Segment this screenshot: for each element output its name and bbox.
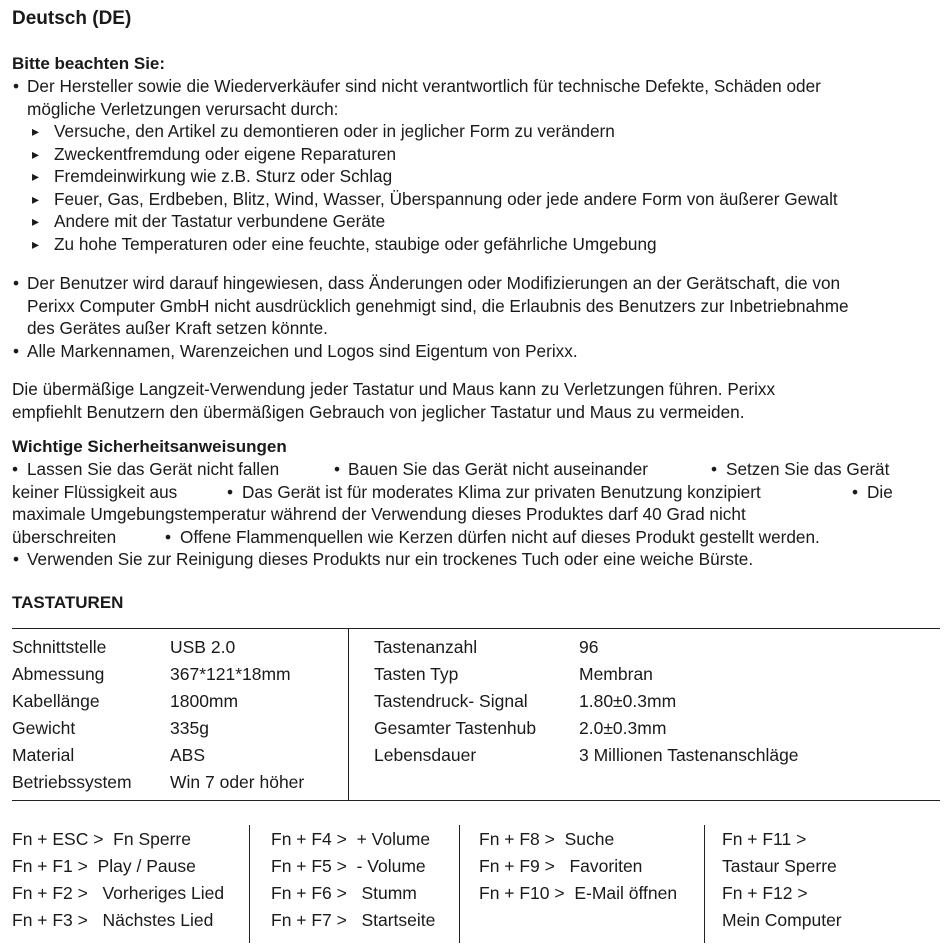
spec-value: ABS — [170, 745, 206, 765]
fn-shortcut: Fn + F12 > — [722, 883, 808, 903]
fn-shortcut: Fn + F11 > — [722, 829, 807, 849]
usage-warning — [12, 378, 940, 423]
spec-key: Tasten Typ — [374, 664, 459, 684]
usage-warning-line2: empfiehlt Benutzern den übermäßigen Gebrauch von jeglicher Tastatur und Maus zu vermeiden. — [12, 401, 745, 422]
fn-shortcut: Fn + F6 > Stumm — [271, 883, 417, 903]
notice-heading: Bitte beachten Sie: — [12, 54, 166, 73]
notice-intro — [12, 75, 940, 120]
safety-item: Bauen Sie das Gerät nicht auseinander — [348, 459, 649, 479]
safety-item: Lassen Sie das Gerät nicht fallen — [27, 459, 280, 479]
spec-value: 96 — [579, 637, 599, 657]
spec-value: 2.0±0.3mm — [579, 718, 667, 738]
user-notice-line3: des Gerätes außer Kraft setzen könnte. — [27, 318, 328, 338]
cause-item: ▸ Feuer, Gas, Erdbeben, Blitz, Wind, Wasser, Überspannung oder jede andere Form von äußerer Gewalt — [12, 188, 940, 211]
notice-section — [12, 53, 940, 255]
spec-value: 1800mm — [170, 691, 239, 711]
fn-shortcut: Fn + F10 > E-Mail öffnen — [479, 883, 678, 903]
spec-value: Membran — [579, 664, 653, 684]
trademark-notice: • Alle Markennamen, Warenzeichen und Logos sind Eigentum von Perixx. — [12, 340, 940, 363]
safety-item: überschreiten — [12, 526, 117, 547]
spec-key: Tastenanzahl — [374, 637, 478, 657]
language-title: Deutsch (DE) — [12, 8, 132, 29]
spec-value: 335g — [170, 718, 209, 738]
cause-item: ▸ Zu hohe Temperaturen oder eine feuchte, staubige oder gefährliche Umgebung — [12, 233, 940, 256]
fn-shortcut: Fn + F2 > Vorheriges Lied — [12, 883, 225, 903]
fn-shortcut: Tastaur Sperre — [722, 856, 837, 876]
fn-shortcut: Fn + F5 > - Volume — [271, 856, 426, 876]
spec-value: USB 2.0 — [170, 637, 236, 657]
spec-key: Tastendruck- Signal — [374, 691, 528, 711]
safety-item: Das Gerät ist für moderates Klima zur privaten Benutzung konzipiert — [242, 481, 761, 502]
safety-item: Offene Flammenquellen wie Kerzen dürfen nicht auf dieses Produkt gestellt werden. — [180, 526, 820, 547]
fn-shortcut: Fn + F7 > Startseite — [271, 910, 436, 930]
fn-shortcut: Fn + F9 > Favoriten — [479, 856, 643, 876]
safety-line: • Verwenden Sie zur Reinigung dieses Produkts nur ein trockenes Tuch oder eine weiche Bürste. — [12, 548, 940, 571]
safety-item: Setzen Sie das Gerät — [726, 459, 890, 479]
cause-item: ▸ Andere mit der Tastatur verbundene Geräte — [12, 210, 940, 233]
bullet: • — [852, 481, 859, 502]
usage-warning-line1: Die übermäßige Langzeit-Verwendung jeder Tastatur und Maus kann zu Verletzungen führen. Perixx — [12, 379, 776, 399]
fn-shortcut: Fn + F8 > Suche — [479, 829, 615, 849]
safety-item: keiner Flüssigkeit aus — [12, 481, 178, 502]
bullet: • — [711, 459, 718, 479]
safety-line — [12, 526, 940, 549]
spec-key: Betriebssystem — [12, 772, 132, 792]
notice-intro-line1: • Der Hersteller sowie die Wiederverkäufer sind nicht verantwortlich für technische Defekte, Schäden oder — [27, 76, 821, 96]
cause-item: ▸ Zweckentfremdung oder eigene Reparaturen — [12, 143, 940, 166]
bullet: • — [334, 459, 341, 479]
user-notice-line2: Perixx Computer GmbH nicht ausdrücklich genehmigt sind, die Erlaubnis des Benutzers zur Inbetriebnahme — [27, 295, 849, 316]
fn-shortcut: Fn + F4 > + Volume — [271, 829, 431, 849]
bullet: • — [12, 459, 19, 479]
spec-value: 1.80±0.3mm — [579, 691, 677, 711]
spec-key: Abmessung — [12, 664, 105, 684]
fn-shortcut: Mein Computer — [722, 910, 842, 930]
safety-section — [12, 436, 940, 571]
keyboards-heading: TASTATUREN — [12, 593, 124, 612]
spec-key: Lebensdauer — [374, 745, 477, 765]
spec-key: Kabellänge — [12, 691, 100, 711]
bullet: • — [227, 481, 234, 502]
cause-item: ▸ Versuche, den Artikel zu demontieren oder in jeglicher Form zu verändern — [12, 120, 940, 143]
fn-divider — [459, 825, 460, 943]
spec-divider — [348, 629, 349, 800]
spec-key: Material — [12, 745, 75, 765]
cause-item: ▸ Fremdeinwirkung wie z.B. Sturz oder Schlag — [12, 165, 940, 188]
fn-key-table — [12, 825, 940, 943]
safety-line — [12, 458, 940, 481]
user-notice — [12, 272, 940, 340]
spec-key: Schnittstelle — [12, 637, 107, 657]
spec-table — [12, 628, 940, 801]
fn-divider — [249, 825, 250, 943]
notice-intro-line2: mögliche Verletzungen verursacht durch: — [27, 98, 339, 119]
spec-key: Gewicht — [12, 718, 76, 738]
fn-shortcut: Fn + ESC > Fn Sperre — [12, 829, 191, 849]
fn-divider — [704, 825, 705, 943]
fn-shortcut: Fn + F1 > Play / Pause — [12, 856, 196, 876]
safety-line — [12, 481, 940, 504]
spec-value: Win 7 oder höher — [170, 772, 305, 792]
safety-heading: Wichtige Sicherheitsanweisungen — [12, 437, 287, 456]
spec-value: 3 Millionen Tastenanschläge — [579, 745, 799, 765]
safety-line: maximale Umgebungstemperatur während der Verwendung dieses Produktes darf 40 Grad nicht — [12, 504, 746, 524]
user-notice-section — [12, 272, 940, 362]
spec-value: 367*121*18mm — [170, 664, 291, 684]
fn-shortcut: Fn + F3 > Nächstes Lied — [12, 910, 214, 930]
spec-key: Gesamter Tastenhub — [374, 718, 537, 738]
safety-item: Die — [867, 481, 893, 502]
bullet: • — [165, 526, 172, 547]
user-notice-line1: • Der Benutzer wird darauf hingewiesen, dass Änderungen oder Modifizierungen an der Gerätschaft, die von — [27, 273, 841, 293]
